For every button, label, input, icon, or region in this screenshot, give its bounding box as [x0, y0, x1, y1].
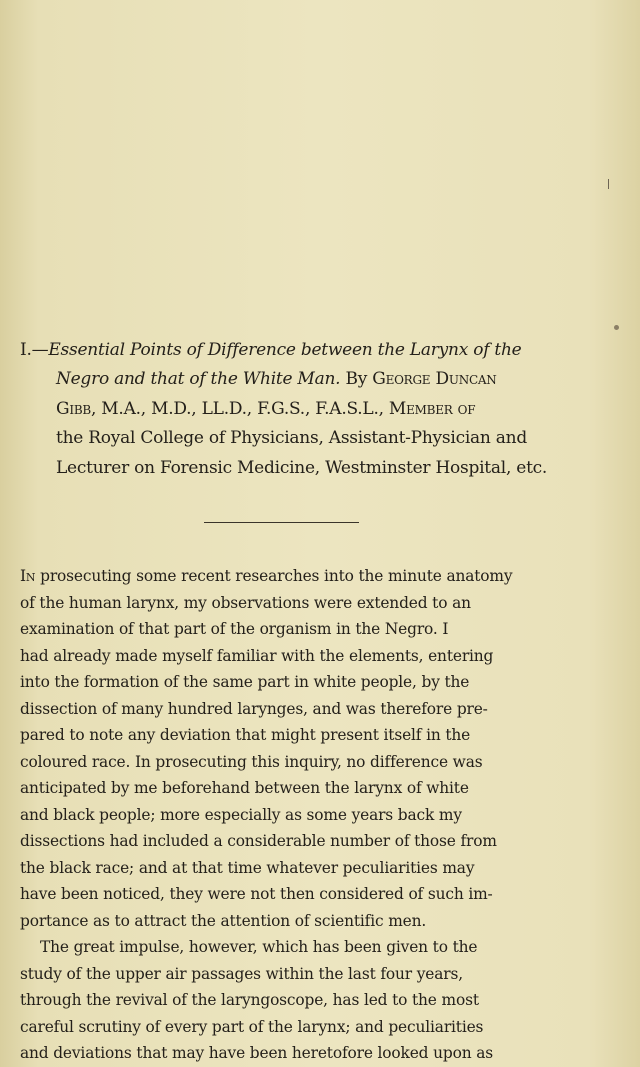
heading-line-2 [20, 365, 620, 394]
page-spot [614, 325, 619, 330]
body-line: In prosecuting some recent researches into the minute anatomy [20, 567, 513, 585]
body-line: pared to note any deviation that might present itself in the [20, 726, 471, 744]
body-line: through the revival of the laryngoscope, has led to the most [20, 991, 479, 1009]
body-line: and black people; more especially as some years back my [20, 805, 462, 824]
body-line: study of the upper air passages within the last four years, [20, 964, 463, 983]
heading-title-part-2: Negro and that of the White Man. [56, 369, 341, 390]
heading-line-3 [20, 395, 620, 424]
heading-author-affiliation-2: Lecturer on Forensic Medicine, Westminster Hospital, etc. [56, 457, 548, 478]
body-line: portance as to attract the attention of scientific men. [20, 911, 427, 930]
body-line: examination of that part of the organism in the Negro. I [20, 620, 449, 638]
opening-word: In [20, 567, 36, 585]
body-line: anticipated by me beforehand between the larynx of white [20, 779, 469, 797]
heading-by: By [340, 369, 373, 390]
article-heading [20, 336, 620, 483]
body-line: of the human larynx, my observations were extended to an [20, 593, 471, 612]
body-line: dissections had included a considerable number of those from [20, 832, 497, 850]
section-divider [204, 522, 359, 523]
body-line: coloured race. In prosecuting this inquiry, no difference was [20, 752, 483, 771]
heading-title-part-1: —Essential Points of Difference between the Larynx of the [31, 340, 522, 360]
body-line: into the formation of the same part in white people, by the [20, 673, 470, 691]
heading-line-4 [20, 424, 620, 453]
body-line: and deviations that may have been heretofore looked upon as [20, 1044, 493, 1062]
heading-number: I. [20, 340, 32, 360]
heading-author-affiliation-1: the Royal College of Physicians, Assistant-Physician and [56, 428, 527, 449]
body-line: The great impulse, however, which has been given to the [40, 938, 478, 956]
heading-author-credentials: Gibb, M.A., M.D., LL.D., F.G.S., F.A.S.L., Member of [56, 398, 476, 419]
body-line: had already made myself familiar with the elements, entering [20, 646, 494, 665]
heading-author-name: George Duncan [372, 369, 497, 390]
heading-line-1 [20, 336, 620, 365]
body-line: have been noticed, they were not then considered of such im- [20, 885, 493, 903]
heading-line-5 [20, 454, 620, 483]
page-mark [608, 179, 609, 189]
body-line: dissection of many hundred larynges, and was therefore pre- [20, 699, 488, 718]
article-body [20, 563, 620, 1067]
body-line: careful scrutiny of every part of the larynx; and peculiarities [20, 1017, 484, 1036]
body-line: the black race; and at that time whatever peculiarities may [20, 858, 475, 877]
